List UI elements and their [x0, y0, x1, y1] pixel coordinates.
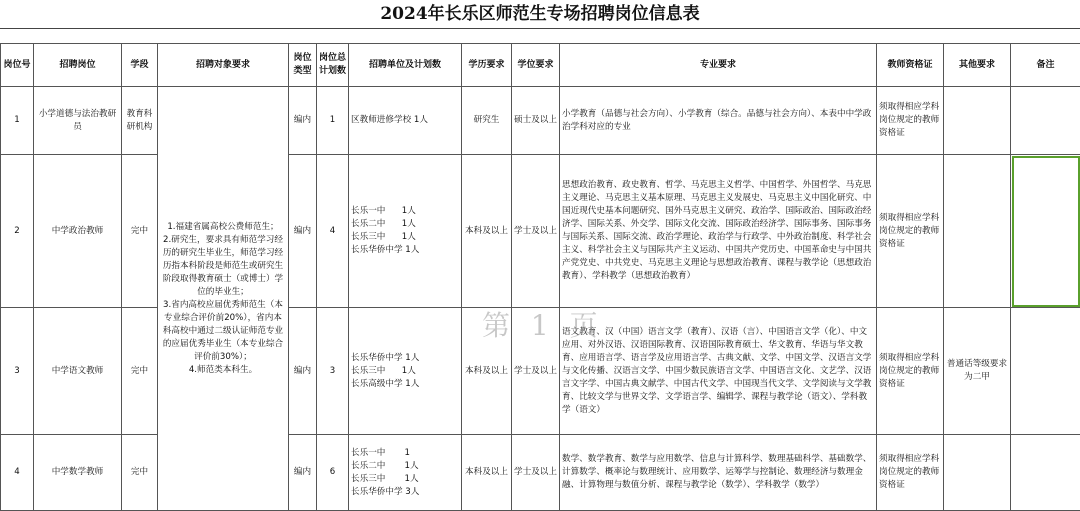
- unit-line: 长乐三中 1人: [351, 231, 459, 244]
- total: 3: [317, 308, 349, 435]
- header-post: 招聘岗位: [34, 44, 122, 87]
- unit-line: 长乐一中 1人: [351, 205, 459, 218]
- target-req-1: 1.福建省属高校公费师范生；: [160, 221, 286, 234]
- target-req-2: 2.研究生，要求具有师范学习经历的研究生毕业生，师范学习经历指本科阶段是师范生或研究生阶段取得教育硕士（或博士）学位的毕业生；: [160, 234, 286, 299]
- units: [349, 87, 462, 155]
- degree: 学士及以上: [512, 155, 560, 308]
- unit-line: 长乐华侨中学 1人: [351, 244, 459, 257]
- post: 中学语文教师: [34, 308, 122, 435]
- target-req-3: 3.省内高校应届优秀师范生（本专业综合评价前20%），省内本科高校中通过二级认证师范专业的应届优秀毕业生（本专业综合评价前30%）；: [160, 299, 286, 364]
- stage: 完中: [122, 155, 158, 308]
- header-total: 岗位总计划数: [317, 44, 349, 87]
- target-req-4: 4.师范类本科生。: [160, 364, 286, 377]
- stage: 完中: [122, 435, 158, 511]
- header-degree: 学位要求: [512, 44, 560, 87]
- degree: 硕士及以上: [512, 87, 560, 155]
- pos-no: 3: [1, 308, 34, 435]
- major: 语文教育、汉（中国）语言文学（教育）、汉语（言）、中国语言文学（化）、中文应用、对外汉语、汉语国际教育、汉语国际教育硕士、华文教育、华语与华文教育、应用语言学、语言学及应用语言学、古典文献、文学、中国文学、汉语言文学与文化传播、汉语言文学、中国少数民族语言文学、中国语言文化、文艺学、汉语言文字学、中国古典文献学、中国古代文学、中国现当代文学、文学阅读与文学教育、比较文学与世界文学、文学语言学、编辑学、课程与教学论（语文）、学科教学（语文）: [560, 308, 877, 435]
- pos-type: 编内: [289, 435, 317, 511]
- pos-no: 2: [1, 155, 34, 308]
- pos-type: 编内: [289, 308, 317, 435]
- education: 本科及以上: [462, 308, 512, 435]
- post: 中学政治教师: [34, 155, 122, 308]
- job-table: [0, 43, 1080, 511]
- other: 普通话等级要求为二甲: [944, 308, 1011, 435]
- cert: 须取得相应学科岗位规定的教师资格证: [877, 87, 944, 155]
- table-row: [1, 87, 1080, 155]
- page-title: 2024年长乐区师范生专场招聘岗位信息表: [0, 0, 1080, 29]
- major: 思想政治教育、政史教育、哲学、马克思主义哲学、中国哲学、外国哲学、马克思主义理论、马克思主义基本原理、马克思主义发展史、马克思主义中国化研究、中国近现代史基本问题研究、国外马克思主义研究、政治学、国际政治、国际政治经济学、国际关系、外交学、国际文化交流、国际政治经济学、国际事务、国际事务与国际关系、国际交流、政治学理论、政治学与行政学、中外政治制度、科学社会主义、科学社会主义与国际共产主义运动、中国共产党历史、中国革命史与中国共产党党史、中共党史、马克思主义理论与思想政治教育、课程与教学论（思想政治教育）、学科教学（思想政治教育）: [560, 155, 877, 308]
- header-cert: 教师资格证: [877, 44, 944, 87]
- unit-line: 长乐三中 1人: [351, 473, 459, 486]
- header-major: 专业要求: [560, 44, 877, 87]
- header-pos-type: 岗位类型: [289, 44, 317, 87]
- header-pos-no: 岗位号: [1, 44, 34, 87]
- header-stage: 学段: [122, 44, 158, 87]
- unit-line: 长乐高级中学 1人: [351, 378, 459, 391]
- pos-no: 4: [1, 435, 34, 511]
- other: [944, 155, 1011, 308]
- header-education: 学历要求: [462, 44, 512, 87]
- header-row: [1, 44, 1080, 87]
- pos-type: 编内: [289, 155, 317, 308]
- units: [349, 308, 462, 435]
- major: 小学教育（品德与社会方向）、小学教育（综合。品德与社会方向）、本表中中学政治学科对应的专业: [560, 87, 877, 155]
- header-target: 招聘对象要求: [158, 44, 289, 87]
- total: 6: [317, 435, 349, 511]
- remark[interactable]: [1011, 155, 1080, 308]
- units: [349, 155, 462, 308]
- unit-line: 区教师进修学校 1人: [351, 114, 459, 127]
- unit-line: 长乐华侨中学 3人: [351, 486, 459, 499]
- remark: [1011, 308, 1080, 435]
- cert: 须取得相应学科岗位规定的教师资格证: [877, 435, 944, 511]
- other: [944, 87, 1011, 155]
- target-requirements: [158, 87, 289, 511]
- remark: [1011, 435, 1080, 511]
- units: [349, 435, 462, 511]
- stage: 教育科研机构: [122, 87, 158, 155]
- total: 1: [317, 87, 349, 155]
- header-remark: 备注: [1011, 44, 1080, 87]
- header-units: 招聘单位及计划数: [349, 44, 462, 87]
- remark: [1011, 87, 1080, 155]
- pos-type: 编内: [289, 87, 317, 155]
- education: 本科及以上: [462, 155, 512, 308]
- degree: 学士及以上: [512, 435, 560, 511]
- post: 小学道德与法治教研员: [34, 87, 122, 155]
- unit-line: 长乐二中 1人: [351, 218, 459, 231]
- total: 4: [317, 155, 349, 308]
- other: [944, 435, 1011, 511]
- education: 本科及以上: [462, 435, 512, 511]
- major: 数学、数学教育、数学与应用数学、信息与计算科学、数理基础科学、基础数学、计算数学、概率论与数理统计、应用数学、运筹学与控制论、数理经济与数理金融、计算物理与数值分析、课程与教学论（数学）、学科教学（数学）: [560, 435, 877, 511]
- unit-line: 长乐三中 1人: [351, 365, 459, 378]
- post: 中学数学教师: [34, 435, 122, 511]
- education: 研究生: [462, 87, 512, 155]
- pos-no: 1: [1, 87, 34, 155]
- cert: 须取得相应学科岗位规定的教师资格证: [877, 308, 944, 435]
- cert: 须取得相应学科岗位规定的教师资格证: [877, 155, 944, 308]
- unit-line: 长乐一中 1: [351, 447, 459, 460]
- degree: 学士及以上: [512, 308, 560, 435]
- unit-line: 长乐二中 1人: [351, 460, 459, 473]
- page-watermark: 第 1 页: [482, 304, 604, 344]
- header-other: 其他要求: [944, 44, 1011, 87]
- unit-line: 长乐华侨中学 1人: [351, 352, 459, 365]
- stage: 完中: [122, 308, 158, 435]
